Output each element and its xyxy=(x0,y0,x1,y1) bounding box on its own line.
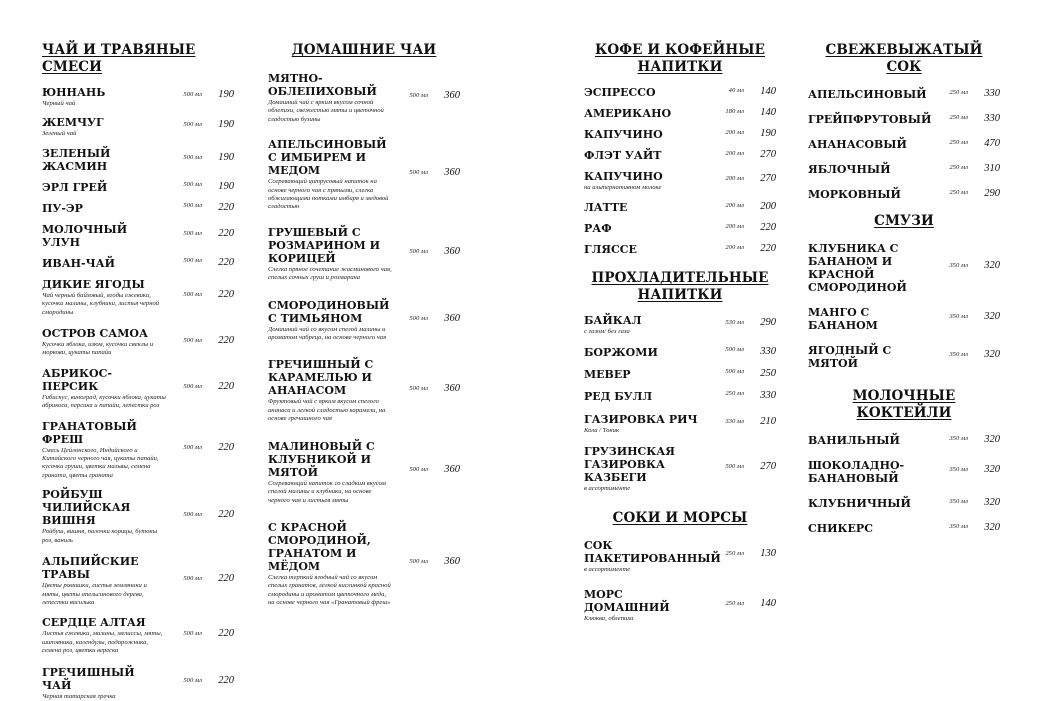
menu-item-price: 320 xyxy=(984,497,1000,508)
menu-item-description: Домашний чай с ярким вкусом сочной облепихи, свежестью мяты и цветочной сладостью бузины xyxy=(268,99,384,123)
menu-item xyxy=(584,368,776,381)
menu-item-name: МОРС ДОМАШНИЙ xyxy=(584,588,670,615)
menu-item-name: РОЙБУШ ЧИЛИЙСКАЯ ВИШНЯ xyxy=(42,488,131,528)
menu-item xyxy=(584,149,776,162)
menu-item-volume: 500 мл xyxy=(409,92,428,99)
section-title-juices: СОКИ И МОРСЫ xyxy=(612,509,748,526)
menu-item-price: 220 xyxy=(760,222,776,234)
menu-item-volume: 500 мл xyxy=(725,346,744,354)
menu-item-description: Листья ежевики, малины, мелиссы, мяты, шиповника, календулы, подорожника, семена роз, цветки вереска xyxy=(42,630,163,655)
menu-item xyxy=(584,539,776,574)
menu-item-volume: 350 мл xyxy=(949,466,968,473)
menu-item-volume: 500 мл xyxy=(409,466,428,474)
menu-item xyxy=(268,440,460,505)
menu-item-volume: 330 мл xyxy=(725,417,744,425)
menu-item xyxy=(584,413,776,435)
menu-item-name: ЛАТТЕ xyxy=(584,201,628,215)
menu-item-name: КЛУБНИКА С БАНАНОМ И КРАСНОЙ СМОРОДИНОЙ xyxy=(808,242,907,294)
menu-item-name: МОЛОЧНЫЙ УЛУН xyxy=(42,222,128,249)
menu-item xyxy=(42,278,234,317)
menu-item-price: 220 xyxy=(218,201,234,213)
menu-item-price: 360 xyxy=(444,312,460,324)
menu-item-name: СНИКЕРС xyxy=(808,522,873,535)
menu-item-volume: 350 мл xyxy=(949,434,968,442)
menu-item-description: Кола / Тоник xyxy=(584,426,620,434)
menu-item-volume: 500 мл xyxy=(183,382,202,390)
menu-item-price: 190 xyxy=(218,119,234,131)
menu-item xyxy=(808,434,1000,447)
menu-item-volume: 250 мл xyxy=(725,599,744,607)
menu-item-price: 470 xyxy=(984,138,1000,149)
menu-item-price: 220 xyxy=(218,380,234,392)
menu-item-volume: 500 мл xyxy=(183,153,202,161)
menu-item xyxy=(42,616,234,655)
menu-item-name: ЮННАНЬ xyxy=(42,86,106,99)
menu-item-volume: 350 мл xyxy=(949,522,968,530)
menu-item-volume: 350 мл xyxy=(949,351,968,358)
menu-item-price: 140 xyxy=(760,107,776,118)
menu-item-description: Слегка терпкий ягодный чай со вкусом спелых гранатов, легкой кислинкой красной смородины и ароматом цветочного меда, на основе черного чая «Гранатовый фреш» xyxy=(268,573,391,607)
menu-item-name: КЛУБНИЧНЫЙ xyxy=(808,497,911,510)
menu-item-description: Фруктовый чай с ярким вкусом спелого ананаса и легкой сладостью карамели, на основе гречишного чая xyxy=(268,398,386,423)
menu-item-name: АБРИКОС-ПЕРСИК xyxy=(42,366,112,393)
menu-item-name: СОК ПАКЕТИРОВАННЫЙ xyxy=(584,538,721,565)
menu-item-description: в ассортименте xyxy=(584,485,631,493)
menu-item-price: 320 xyxy=(984,349,1000,360)
menu-item-price: 320 xyxy=(984,522,1000,533)
menu-item-name: ГРАНАТОВЫЙ ФРЕШ xyxy=(42,419,137,446)
menu-item-name: ДИКИЕ ЯГОДЫ xyxy=(42,277,145,291)
menu-item xyxy=(584,243,776,256)
menu-item-volume: 200 мл xyxy=(725,201,744,209)
menu-item-price: 220 xyxy=(218,334,234,346)
menu-item-price: 140 xyxy=(760,597,776,609)
menu-item-name: АМЕРИКАНО xyxy=(584,107,672,120)
section-tea xyxy=(42,86,234,701)
menu-item-volume: 200 мл xyxy=(725,175,744,182)
section-title-fresh: СВЕЖЕВЫЖАТЫЙ СОК xyxy=(825,42,983,75)
menu-item-price: 360 xyxy=(444,464,460,476)
menu-item-price: 360 xyxy=(444,167,460,179)
menu-item-name: ЭСПРЕССО xyxy=(584,86,656,99)
menu-item-description: Зеленый чай xyxy=(42,130,77,138)
menu-item-name: ЗЕЛЕНЫЙ ЖАСМИН xyxy=(42,146,111,173)
menu-item-name: АНАНАСОВЫЙ xyxy=(808,138,907,151)
menu-item-name: РЕД БУЛЛ xyxy=(584,389,653,403)
menu-item xyxy=(584,107,776,120)
menu-item-price: 290 xyxy=(984,188,1000,199)
menu-item-name: ГЛЯССЕ xyxy=(584,243,637,257)
menu-item-name: ГАЗИРОВКА РИЧ xyxy=(584,412,698,426)
menu-item-description: Чай черный байховый, ягоды ежевики, кусочки малины, клубники, листья черной смородины xyxy=(42,291,160,316)
section-title-coffee: КОФЕ И КОФЕЙНЫЕ НАПИТКИ xyxy=(595,42,765,75)
menu-item-volume: 180 мл xyxy=(725,107,744,115)
menu-item-volume: 200 мл xyxy=(725,149,744,157)
menu-item-description: Клюква, облепиха xyxy=(584,615,634,623)
menu-item-description: Черный чай xyxy=(42,100,76,107)
menu-item-name: АПЕЛЬСИНОВЫЙ xyxy=(808,88,927,101)
menu-item-volume: 500 мл xyxy=(725,463,744,471)
menu-item-name: ИВАН-ЧАЙ xyxy=(42,256,116,270)
menu-item-price: 200 xyxy=(760,201,776,213)
menu-item-description: Кусочки яблока, изюм, кусочки свеклы и моркови, цукаты папайи xyxy=(42,341,154,357)
menu-item xyxy=(42,223,234,249)
menu-item-name: КАПУЧИНО xyxy=(584,170,663,183)
menu-item-volume: 500 мл xyxy=(183,229,202,237)
menu-item xyxy=(268,521,460,608)
menu-item-price: 130 xyxy=(760,548,776,560)
menu-item-volume: 250 мл xyxy=(949,88,968,96)
menu-item-volume: 350 мл xyxy=(949,313,968,320)
menu-item xyxy=(42,420,234,481)
menu-item xyxy=(808,138,1000,151)
menu-item-price: 220 xyxy=(218,289,234,301)
menu-item-volume: 500 мл xyxy=(183,181,202,189)
menu-item-price: 220 xyxy=(218,442,234,454)
menu-item-volume: 500 мл xyxy=(409,248,428,256)
menu-item-name: ГРЕЧИШНЫЙ С КАРАМЕЛЬЮ И АНАНАСОМ xyxy=(268,358,374,398)
menu-item-price: 360 xyxy=(444,90,460,101)
menu-item-price: 330 xyxy=(760,345,776,357)
menu-item-name: МАЛИНОВЫЙ С КЛУБНИКОЙ И МЯТОЙ xyxy=(268,439,375,479)
menu-item-volume: 500 мл xyxy=(183,91,202,98)
menu-item-price: 210 xyxy=(760,415,776,427)
menu-item xyxy=(808,188,1000,201)
menu-item-price: 270 xyxy=(760,149,776,160)
menu-item-volume: 500 мл xyxy=(183,336,202,344)
menu-item-name: АЛЬПИЙСКИЕ ТРАВЫ xyxy=(42,555,139,582)
menu-item-description: в ассортименте xyxy=(584,565,631,573)
menu-item-price: 330 xyxy=(984,113,1000,124)
section-title-cold: ПРОХЛАДИТЕЛЬНЫЕ НАПИТКИ xyxy=(591,270,769,304)
section-juices xyxy=(584,539,776,624)
menu-item-name: ГРУШЕВЫЙ С РОЗМАРИНОМ И КОРИЦЕЙ xyxy=(268,225,380,265)
menu-item-price: 220 xyxy=(218,256,234,268)
menu-item-volume: 250 мл xyxy=(949,163,968,171)
menu-item-price: 360 xyxy=(444,382,460,394)
menu-item-volume: 500 мл xyxy=(183,202,202,210)
menu-item-volume: 500 мл xyxy=(409,384,428,392)
menu-item-price: 320 xyxy=(984,260,1000,271)
section-milkshake xyxy=(808,434,1000,535)
menu-item-price: 140 xyxy=(760,86,776,97)
menu-item-name: ПУ-ЭР xyxy=(42,201,83,215)
menu-item xyxy=(42,488,234,545)
menu-item xyxy=(808,242,1000,294)
menu-item-volume: 500 мл xyxy=(183,575,202,583)
menu-item-name: ГРЕЙПФРУТОВЫЙ xyxy=(808,113,932,126)
menu-item-name: ЯБЛОЧНЫЙ xyxy=(808,163,891,176)
column-3 xyxy=(584,42,776,623)
menu-item-volume: 200 мл xyxy=(725,128,744,136)
menu-item-volume: 500 мл xyxy=(409,169,428,177)
menu-item-price: 190 xyxy=(218,89,234,100)
menu-item-price: 250 xyxy=(760,367,776,379)
menu-item-price: 220 xyxy=(218,675,234,687)
menu-item xyxy=(42,257,234,270)
menu-item-price: 330 xyxy=(984,88,1000,99)
menu-item xyxy=(584,128,776,141)
menu-item xyxy=(584,346,776,359)
menu-item-price: 290 xyxy=(760,317,776,329)
menu-item-volume: 500 мл xyxy=(183,444,202,452)
menu-item-name: КАПУЧИНО xyxy=(584,128,663,141)
menu-item-name: МЯТНО-ОБЛЕПИХОВЫЙ xyxy=(268,72,377,98)
menu-item-name: БАЙКАЛ xyxy=(584,314,642,328)
section-title-smoothie: СМУЗИ xyxy=(874,213,934,229)
menu-item-price: 320 xyxy=(984,464,1000,475)
section-home-tea xyxy=(268,72,460,608)
menu-item xyxy=(808,497,1000,510)
menu-item-name: РАФ xyxy=(584,222,612,236)
menu-item-price: 220 xyxy=(218,508,234,520)
menu-item xyxy=(584,201,776,214)
menu-item-name: МЕВЕР xyxy=(584,367,631,381)
menu-item-name: СЕРДЦЕ АЛТАЯ xyxy=(42,616,146,630)
menu-item-volume: 200 мл xyxy=(725,222,744,230)
menu-item-description: Согревающий цитрусовый напиток на основе черного чая с пряными, слегка обжигающими нотками имбиря и медовой сладостью xyxy=(268,178,389,211)
menu-item-description: Черная татарская гречка xyxy=(42,692,116,700)
section-coffee xyxy=(584,86,776,256)
menu-item-name: ЭРЛ ГРЕЙ xyxy=(42,180,108,194)
menu-item xyxy=(268,72,460,124)
menu-item xyxy=(808,459,1000,485)
menu-item xyxy=(808,306,1000,332)
section-fresh xyxy=(808,88,1000,201)
menu-item xyxy=(584,222,776,235)
menu-item xyxy=(268,138,460,212)
menu-item-description: Ройбуш, вишня, палочки корицы, бутоны роз, ваниль xyxy=(42,528,158,544)
menu-item-price: 360 xyxy=(444,246,460,258)
column-1 xyxy=(42,42,234,701)
menu-item xyxy=(584,170,776,192)
menu-item-description: Слегка пряное сочетание жасминового чая, спелых сочных груш и розмарина xyxy=(268,265,392,282)
menu-item-volume: 250 мл xyxy=(949,188,968,196)
menu-item-volume: 500 мл xyxy=(183,677,202,685)
menu-item xyxy=(584,445,776,493)
menu-item xyxy=(268,226,460,283)
menu-item-volume: 500 мл xyxy=(725,368,744,376)
menu-item-price: 220 xyxy=(218,573,234,585)
menu-item-name: ОСТРОВ САМОА xyxy=(42,327,148,341)
menu-item-description: Смесь Цейлонского, Индийского и Китайского черного чая, цукаты папайи, кусочки груши, цветки мальвы, семена граната, цветы граната xyxy=(42,446,159,479)
menu-item-description: на альтернативном молоке xyxy=(584,184,662,191)
menu-item xyxy=(42,202,234,215)
menu-item-volume: 250 мл xyxy=(725,550,744,558)
menu-item xyxy=(808,113,1000,126)
menu-item-name: МАНГО С БАНАНОМ xyxy=(808,306,878,332)
menu-item-volume: 350 мл xyxy=(949,262,968,269)
menu-item-volume: 200 мл xyxy=(725,243,744,251)
menu-item xyxy=(584,588,776,623)
section-title-milkshake: МОЛОЧНЫЕ КОКТЕЙЛИ xyxy=(852,388,956,421)
section-cold xyxy=(584,314,776,493)
menu-item-volume: 350 мл xyxy=(949,497,968,505)
menu-item-price: 190 xyxy=(218,151,234,163)
menu-item-price: 270 xyxy=(760,461,776,473)
menu-item-name: ГРЕЧИШНЫЙ ЧАЙ xyxy=(42,665,135,692)
menu-item-description: с газом/ без газа xyxy=(584,328,630,336)
menu-item xyxy=(42,327,234,358)
menu-item-volume: 500 мл xyxy=(409,314,428,322)
menu-item-name: ВАНИЛЬНЫЙ xyxy=(808,434,900,447)
menu-item-name: ФЛЭТ УАЙТ xyxy=(584,149,662,162)
menu-item-description: Домашний чай со вкусом спелой малины и ароматом чабреца, на основе черного чая xyxy=(268,325,387,342)
column-4 xyxy=(808,42,1000,535)
menu-item xyxy=(808,88,1000,101)
menu-item-price: 270 xyxy=(760,173,776,184)
menu-item-volume: 500 мл xyxy=(183,257,202,265)
menu-item-price: 220 xyxy=(218,227,234,239)
menu-item-name: БОРЖОМИ xyxy=(584,345,658,359)
menu-item xyxy=(42,555,234,607)
menu-item xyxy=(584,314,776,336)
menu-item-name: ГРУЗИНСКАЯ ГАЗИРОВКА КАЗБЕГИ xyxy=(584,445,675,485)
section-title-tea: ЧАЙ И ТРАВЯНЫЕ СМЕСИ xyxy=(42,42,196,75)
menu-item-volume: 500 мл xyxy=(183,629,202,637)
menu-item-price: 190 xyxy=(760,128,776,139)
menu-item xyxy=(42,147,234,173)
menu-item xyxy=(42,181,234,194)
menu-item-price: 190 xyxy=(218,180,234,192)
menu-item xyxy=(42,86,234,108)
menu-item-volume: 500 мл xyxy=(183,121,202,129)
menu-item-price: 220 xyxy=(218,627,234,639)
menu-item-description: Гибискус, виноград, кусочки яблока, цукаты абрикоса, персика и папайи, лепестки роз xyxy=(42,393,166,410)
menu-item-description: Цветы ромашки, листья земляники и мяты, цветы апельсинового дерева, лепестки василька xyxy=(42,582,147,606)
menu-item-volume: 500 мл xyxy=(183,510,202,518)
menu-item-name: ЯГОДНЫЙ С МЯТОЙ xyxy=(808,344,892,370)
menu-item-name: С КРАСНОЙ СМОРОДИНОЙ, ГРАНАТОМ И МЁДОМ xyxy=(268,520,371,573)
menu-item-price: 310 xyxy=(984,163,1000,174)
menu-item-price: 360 xyxy=(444,556,460,568)
menu-item xyxy=(808,522,1000,535)
menu-item xyxy=(268,358,460,423)
menu-item-price: 320 xyxy=(984,311,1000,322)
section-title-home-tea: ДОМАШНИЕ ЧАИ xyxy=(291,42,437,58)
menu-item-volume: 250 мл xyxy=(949,113,968,121)
menu-item-volume: 40 мл xyxy=(728,86,744,94)
menu-item xyxy=(808,163,1000,176)
menu-item xyxy=(808,344,1000,370)
menu-item xyxy=(268,299,460,343)
menu-item xyxy=(42,367,234,411)
menu-item-name: ЖЕМЧУГ xyxy=(42,116,104,130)
menu-item-description: Согревающий напиток со сладким вкусом спелой малины и клубники, на основе черного чая и листьев мяты xyxy=(268,479,386,504)
menu-item-name: СМОРОДИНОВЫЙ С ТИМЬЯНОМ xyxy=(268,298,390,325)
menu-item xyxy=(42,116,234,138)
menu-item-volume: 250 мл xyxy=(949,138,968,146)
menu-item-price: 220 xyxy=(760,243,776,255)
menu-item xyxy=(584,86,776,99)
menu-item xyxy=(584,390,776,403)
section-smoothie xyxy=(808,242,1000,370)
menu-item-price: 320 xyxy=(984,434,1000,445)
menu-item-name: МОРКОВНЫЙ xyxy=(808,188,901,201)
menu-item-name: АПЕЛЬСИНОВЫЙ С ИМБИРЕМ И МЕДОМ xyxy=(268,138,387,178)
column-2 xyxy=(268,42,460,608)
menu-item xyxy=(42,666,234,701)
menu-item-volume: 500 мл xyxy=(409,558,428,566)
menu-item-price: 330 xyxy=(760,389,776,401)
menu-item-volume: 530 мл xyxy=(725,319,744,327)
menu-item-name: ШОКОЛАДНО-БАНАНОВЫЙ xyxy=(808,459,905,485)
menu-item-volume: 500 мл xyxy=(183,291,202,299)
menu-item-volume: 250 мл xyxy=(725,390,744,398)
